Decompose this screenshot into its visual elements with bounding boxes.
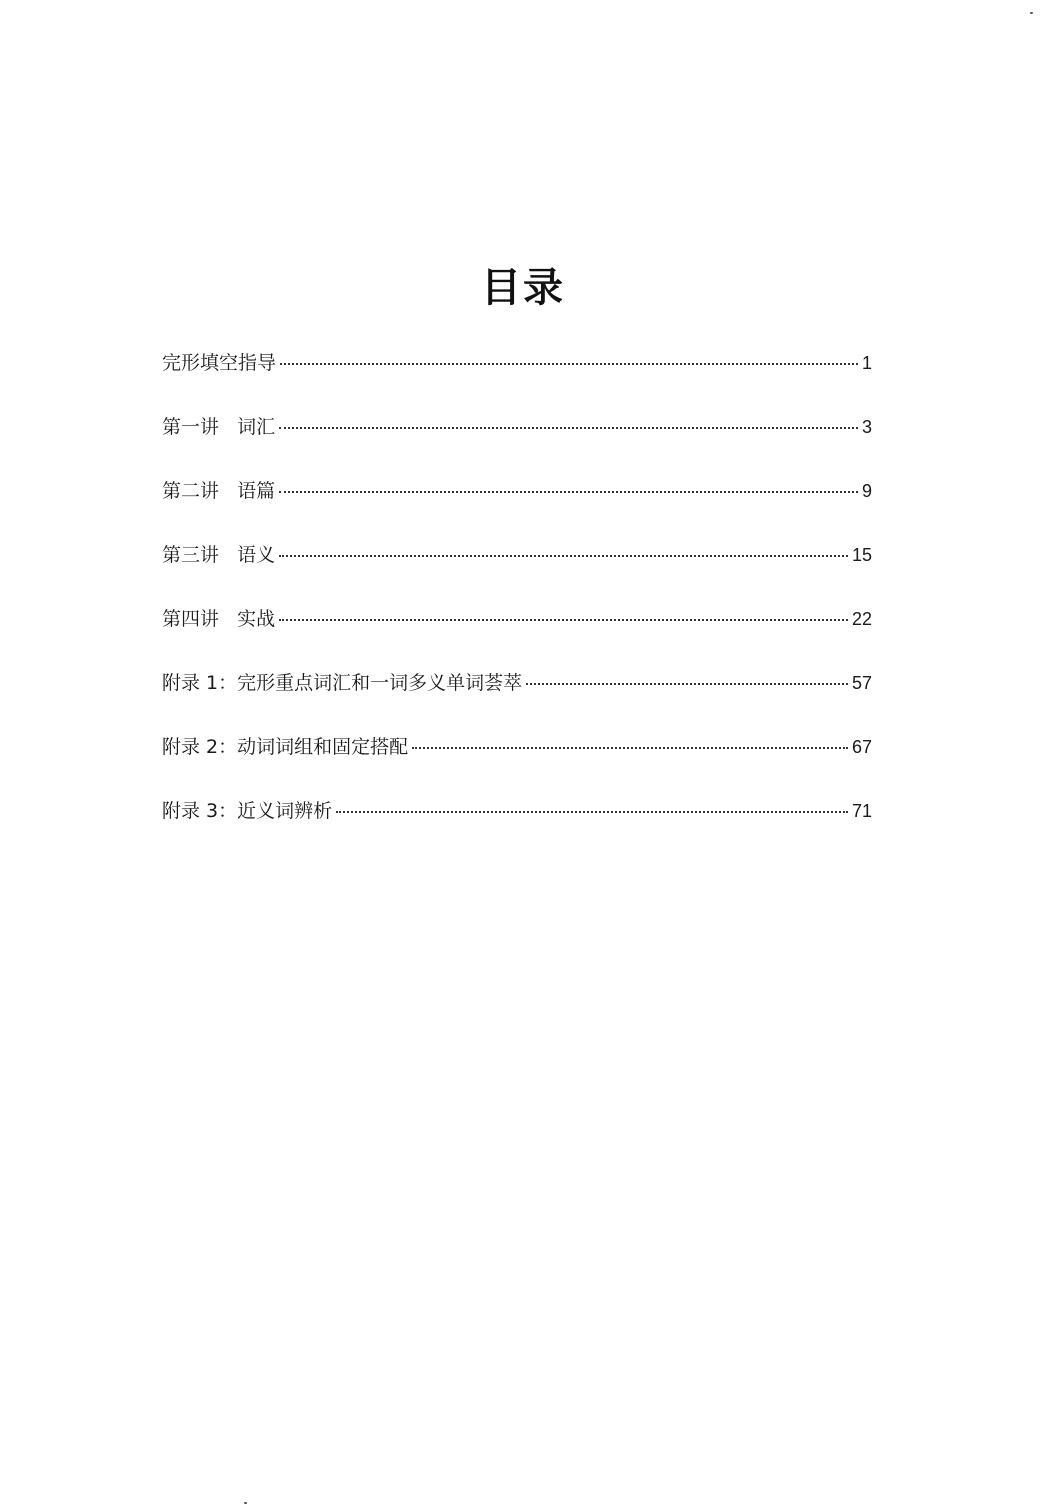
dot-leader: [279, 427, 858, 429]
toc-entry-label: 第三讲 语义: [162, 544, 276, 566]
dot-leader: [412, 747, 848, 749]
toc-entry-lecture-4[interactable]: [162, 600, 872, 664]
dot-leader: [279, 619, 848, 621]
toc-entry-page: 67: [851, 737, 872, 757]
toc-entry-appendix-2[interactable]: [162, 728, 872, 792]
dot-leader: [280, 363, 858, 365]
toc-entry-label: 附录 1：完形重点词汇和一词多义单词荟萃: [162, 672, 523, 694]
toc-entry-page: 1: [861, 353, 872, 373]
toc-entry-label: 附录 3：近义词辨析: [162, 800, 333, 822]
toc-entry-lecture-3[interactable]: [162, 536, 872, 600]
scan-speck: [1030, 12, 1033, 14]
toc-entry-page: 3: [861, 417, 872, 437]
toc-entry-page: 71: [851, 801, 872, 821]
toc-entry-page: 15: [851, 545, 872, 565]
dot-leader: [279, 491, 858, 493]
toc-entry-label: 第一讲 词汇: [162, 416, 276, 438]
toc-entry-label: 第二讲 语篇: [162, 480, 276, 502]
toc-entry-lecture-1[interactable]: [162, 408, 872, 472]
page-title: 目录: [481, 265, 565, 311]
scan-speck: [244, 1502, 247, 1504]
toc-entry-guide[interactable]: [162, 344, 872, 408]
toc-entry-appendix-3[interactable]: [162, 792, 872, 856]
toc-entry-page: 9: [861, 481, 872, 501]
toc-entry-page: 22: [851, 609, 872, 629]
toc-entry-page: 57: [851, 673, 872, 693]
dot-leader: [279, 555, 848, 557]
table-of-contents: [162, 344, 872, 856]
toc-entry-lecture-2[interactable]: [162, 472, 872, 536]
toc-entry-appendix-1[interactable]: [162, 664, 872, 728]
dot-leader: [336, 811, 848, 813]
toc-entry-label: 附录 2：动词词组和固定搭配: [162, 736, 409, 758]
dot-leader: [526, 683, 848, 685]
toc-entry-label: 完形填空指导: [162, 352, 277, 374]
toc-entry-label: 第四讲 实战: [162, 608, 276, 630]
